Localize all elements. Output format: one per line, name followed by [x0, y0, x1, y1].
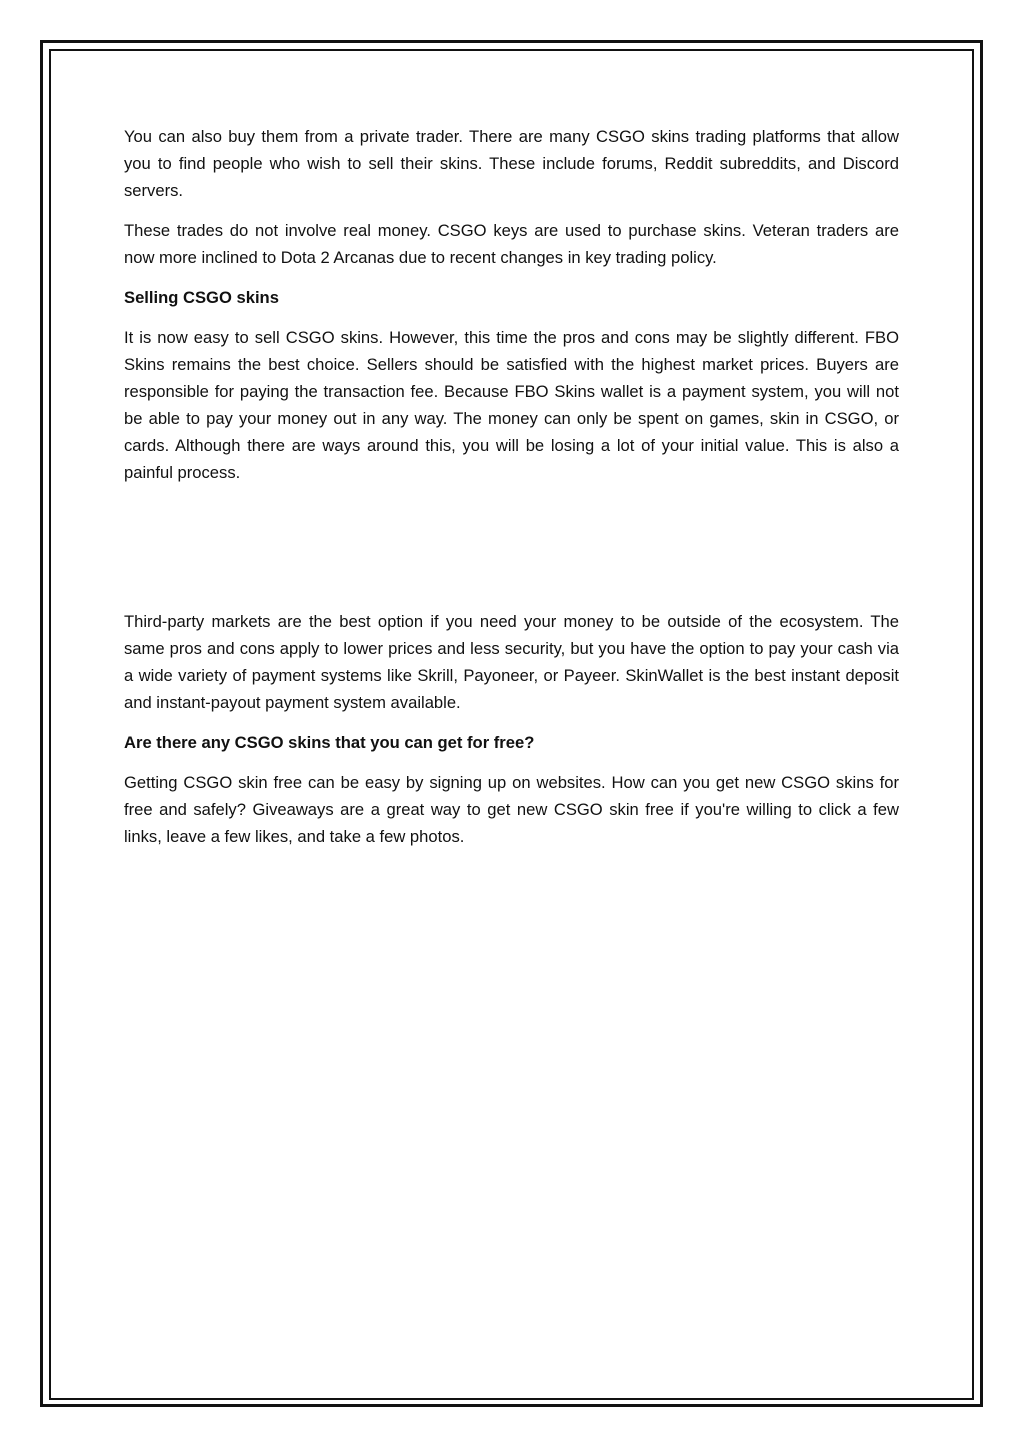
blank-gap — [124, 499, 899, 608]
heading-selling-skins: Selling CSGO skins — [124, 288, 279, 307]
heading-free-skins: Are there any CSGO skins that you can get for free? — [124, 733, 535, 752]
paragraph-free-skins: Getting CSGO skin free can be easy by signing up on websites. How can you get new CSGO skins for free and safely? Giveaways are a great way to get new CSGO skin free if you're willing to click a few links, leave a few likes, and take a few photos. — [124, 773, 899, 846]
paragraph-sell-skins: It is now easy to sell CSGO skins. However, this time the pros and cons may be slightly different. FBO Skins remains the best choice. Sellers should be satisfied with the highest market prices. Buyers are responsible for paying the transaction fee. Because FBO Skins wallet is a payment system, you will not be able to pay your money out in any way. The money can only be spent on games, skin in CSGO, or cards. Although there are ways around this, you will be losing a lot of your initial value. This is also a painful process. — [124, 328, 899, 482]
paragraph-trades-no-money: These trades do not involve real money. CSGO keys are used to purchase skins. Veteran traders are now more inclined to Dota 2 Arcanas due to recent changes in key trading policy. — [124, 221, 899, 267]
paragraph-private-trader: You can also buy them from a private trader. There are many CSGO skins trading platforms that allow you to find people who wish to sell their skins. These include forums, Reddit subreddits, and Discord servers. — [124, 127, 899, 200]
paragraph-third-party-markets: Third-party markets are the best option if you need your money to be outside of the ecosystem. The same pros and cons apply to lower prices and less security, but you have the option to pay your cash via a wide variety of payment systems like Skrill, Payoneer, or Payeer. SkinWallet is the best instant deposit and instant-payout payment system available. — [124, 612, 899, 712]
document-body — [124, 123, 899, 863]
